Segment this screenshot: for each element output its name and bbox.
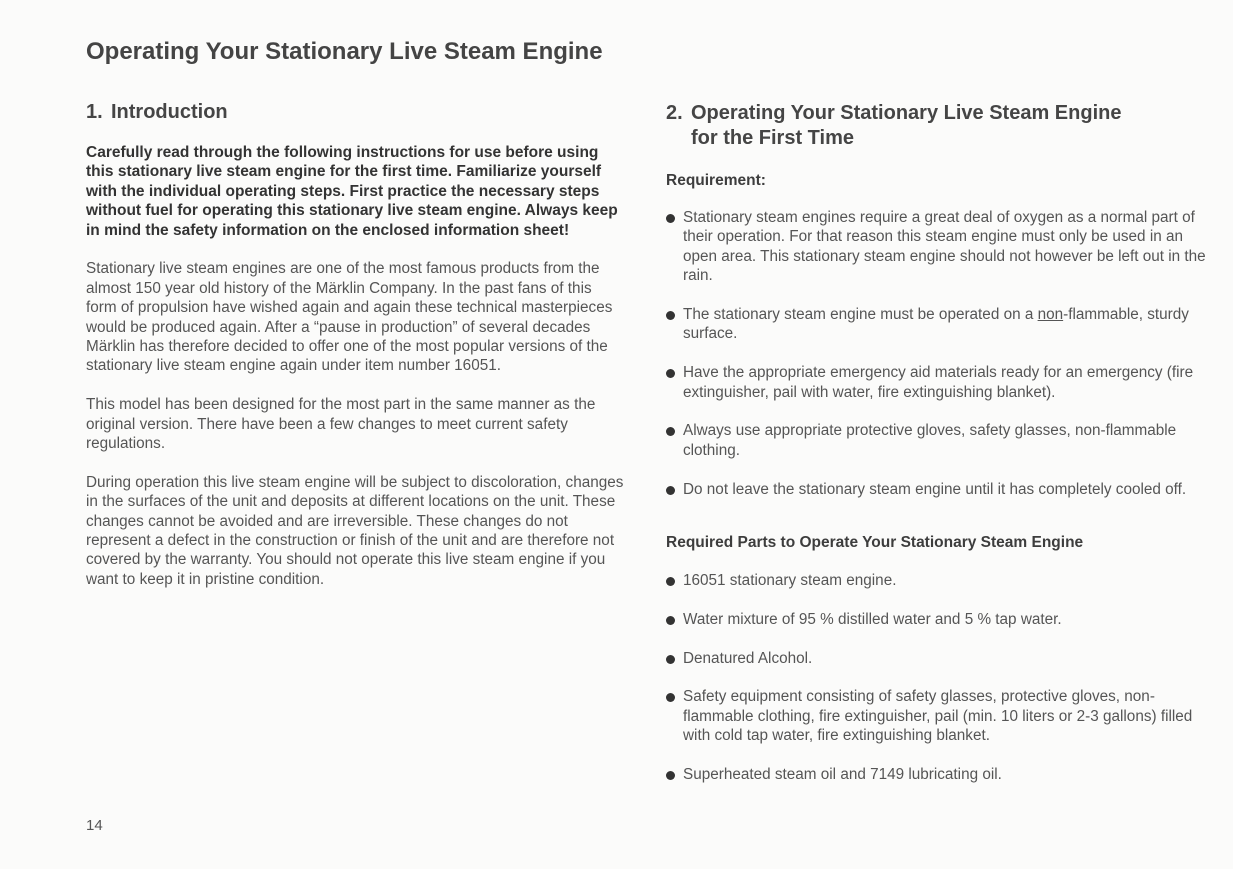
- bullet-icon: [666, 577, 675, 586]
- bullet-icon: [666, 655, 675, 664]
- introduction-heading: [86, 100, 626, 125]
- list-item: Water mixture of 95 % distilled water and 5 % tap water.: [666, 610, 1214, 629]
- list-item: Do not leave the stationary steam engine until it has completely cooled off.: [666, 480, 1214, 499]
- body-paragraph-discoloration: During operation this live steam engine will be subject to discoloration, changes in the surfaces of the unit and deposits at different locations on the unit. These changes cannot be avoided and are irreversible. These changes do not represent a defect in the construction or finish of the unit and are therefore not covered by the warranty. You should not operate this live steam engine if you want to keep it in pristine condition.: [86, 473, 624, 588]
- underlined-word: non: [1037, 306, 1064, 324]
- list-item: Superheated steam oil and 7149 lubricating oil.: [666, 765, 1214, 784]
- requirement-list: [666, 208, 1214, 499]
- first-time-heading: [666, 101, 1214, 151]
- intro-bold-paragraph: Carefully read through the following instructions for use before using this stationary live steam engine for the first time. Familiarize yourself with the individual operating steps. First practice the necessary steps without fuel for operating this stationary live steam engine. Always keep in mind the safety information on the enclosed information sheet!: [86, 144, 618, 239]
- bullet-icon: [666, 693, 675, 702]
- body-paragraph-history: Stationary live steam engines are one of the most famous products from the almost 150 year old history of the Märklin Company. In the past fans of this form of propulsion have wished again and again these technical masterpieces would be produced again. After a “pause in production” of several decades Märklin has therefore decided to offer one of the most popular versions of the stationary live steam engine again under item number 16051.: [86, 260, 613, 375]
- list-item: The stationary steam engine must be operated on a non-flammable, sturdy surface.: [666, 305, 1214, 344]
- page-number: 14: [86, 817, 103, 834]
- required-parts-heading: Required Parts to Operate Your Stationary Steam Engine: [666, 534, 1084, 552]
- first-time-section: [666, 101, 1214, 784]
- introduction-section: [86, 100, 626, 589]
- bullet-icon: [666, 486, 675, 495]
- list-item: Have the appropriate emergency aid materials ready for an emergency (fire extinguisher, pail with water, fire extinguishing blanket).: [666, 363, 1214, 402]
- bullet-icon: [666, 311, 675, 320]
- list-item: Always use appropriate protective gloves, safety glasses, non-flammable clothing.: [666, 421, 1214, 460]
- list-item: Stationary steam engines require a great deal of oxygen as a normal part of their operation. For that reason this steam engine must only be used in an open area. This stationary steam engine should not however be left out in the rain.: [666, 208, 1214, 286]
- bullet-icon: [666, 771, 675, 780]
- bullet-icon: [666, 369, 675, 378]
- section-title-line1: Operating Your Stationary Live Steam Engine: [691, 102, 1122, 124]
- list-item: 16051 stationary steam engine.: [666, 571, 1214, 590]
- section-title: Introduction: [111, 101, 228, 123]
- bullet-icon: [666, 214, 675, 223]
- required-parts-list: [666, 571, 1214, 784]
- requirement-heading: Requirement:: [666, 172, 766, 189]
- section-title-line2: for the First Time: [691, 127, 854, 149]
- bullet-icon: [666, 427, 675, 436]
- list-item: Denatured Alcohol.: [666, 649, 1214, 668]
- bullet-icon: [666, 616, 675, 625]
- page-title: Operating Your Stationary Live Steam Engine: [86, 38, 603, 65]
- section-number: 1.: [86, 101, 103, 123]
- list-item: Safety equipment consisting of safety glasses, protective gloves, non-flammable clothing, fire extinguisher, pail (min. 10 liters or 2-3 gallons) filled with cold tap water, fire extinguishing blanket.: [666, 687, 1214, 745]
- section-number: 2.: [666, 102, 683, 124]
- body-paragraph-design: This model has been designed for the most part in the same manner as the original version. There have been a few changes to meet current safety regulations.: [86, 396, 596, 453]
